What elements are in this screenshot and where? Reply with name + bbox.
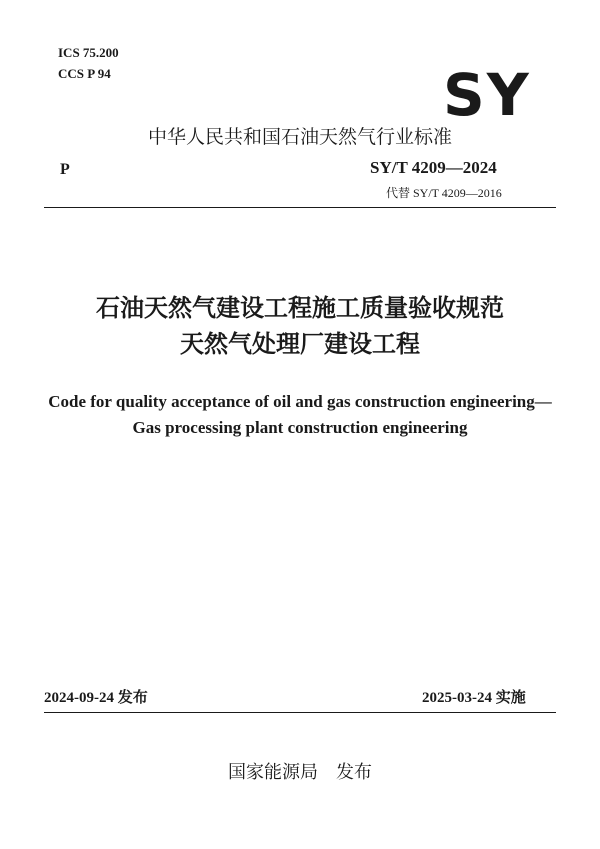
classification-letter: P: [60, 161, 70, 178]
top-divider: [44, 207, 556, 208]
ics-number: ICS 75.200: [58, 45, 119, 60]
standard-type: 中华人民共和国石油天然气行业标准: [147, 126, 452, 148]
standard-code: SY/T 4209—2024: [370, 158, 497, 177]
title-en-line2: Gas processing plant construction engineering: [132, 418, 468, 437]
bottom-divider: [44, 712, 556, 713]
implementation-date: 2025-03-24 实施: [422, 690, 526, 706]
issuer-line: [0, 758, 600, 784]
replaces-note: 代替 SY/T 4209—2016: [386, 186, 502, 200]
issuer-action: 发布: [336, 762, 372, 783]
title-en-line1: Code for quality acceptance of oil and gas construction engineering—: [48, 392, 552, 411]
ccs-number: CCS P 94: [58, 66, 111, 81]
sy-logo: SY: [443, 61, 531, 129]
issuer-org: 国家能源局: [228, 762, 318, 783]
title-cn-line2: 天然气处理厂建设工程: [180, 330, 420, 358]
title-cn-line1: 石油天然气建设工程施工质量验收规范: [96, 294, 504, 322]
issue-date: 2024-09-24 发布: [44, 690, 148, 706]
